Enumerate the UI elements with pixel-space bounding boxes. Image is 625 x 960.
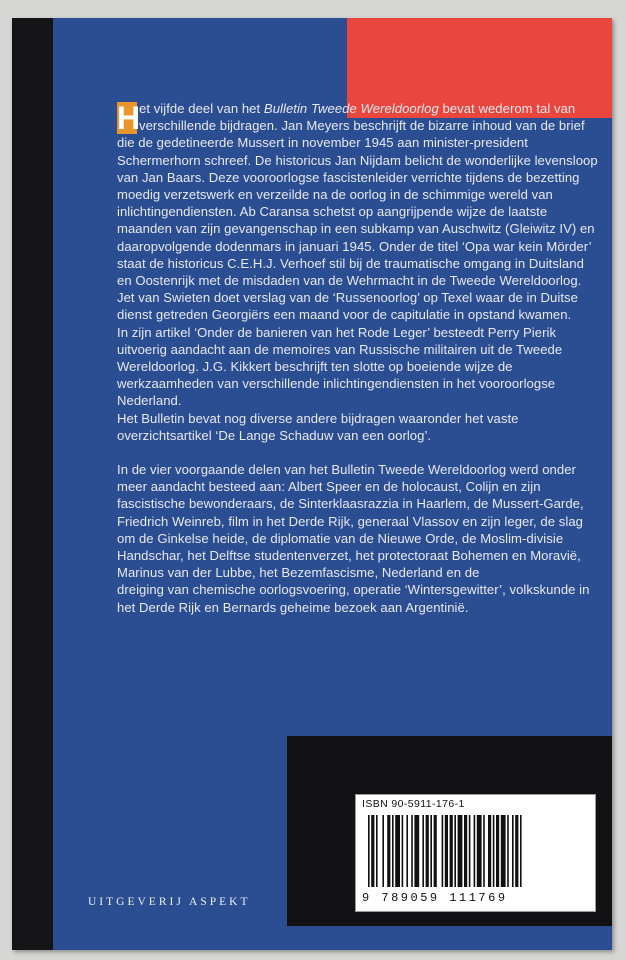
barcode-bars [368,815,586,887]
barcode-bar [445,815,448,887]
barcode-bar [387,815,390,887]
spine-strip [12,18,53,950]
barcode-bar [469,815,471,887]
barcode-bar [464,815,467,887]
blurb-paragraph-3: Het Bulletin bevat nog diverse andere bijdragen waaronder het vaste overzichtsartikel ‘De Lange Schaduw van een oorlog’. [117,410,519,443]
barcode-bar [483,815,485,887]
barcode-bar [430,815,432,887]
barcode-bar [501,815,506,887]
barcode-bar [442,815,444,887]
book-back-cover [12,18,612,950]
blurb-paragraph-1 [117,100,601,324]
blurb-p1-rest: bevat wederom tal van verschillende bijdragen. Jan Meyers beschrijft de bizarre inhoud van de brief die de gedetineerde Mussert in november 1945 aan minister-president Schermerhorn schreef. De historicus Jan Nijdam belicht de wonderlijke levensloop van Jan Baars. Deze vooroorlogse fascistenleider verrichte tijdens de bezetting moedig verzetswerk en verzeilde na de oorlog in de schimmige wereld van inlichtingendiensten. Ab Caransa schetst op aangrijpende wijze de laatste maanden van zijn gevangenschap in een subkamp van Auschwitz (Gleiwitz IV) en daaropvolgende dodenmars in januari 1945. Onder de titel ‘Opa war kein Mörder’ staat de historicus C.E.H.J. Verhoef stil bij de traumatische omgang in Duitsland en Oostenrijk met de misdaden van de Wehrmacht in de Tweede Wereldoorlog. Jet van Swieten doet verslag van de ‘Russenoorlog’ op Texel waar de in Duitse dienst getreden Georgiërs een maand voor de capitulatie in opstand kwamen. [117,101,598,323]
blurb-p1-start: et vijfde deel van het [139,101,264,116]
isbn-label: ISBN 90-5911-176-1 [362,798,465,810]
barcode-bar [434,815,437,887]
barcode-bar [382,815,384,887]
ean-digits: 9 789059 111769 [362,891,508,905]
barcode-bar [392,815,394,887]
bulletin-title: Bulletin Tweede Wereldoorlog [263,101,439,116]
barcode-bar [496,815,499,887]
publisher-name: UITGEVERIJ ASPEKT [88,896,251,908]
barcode-bar [411,815,413,887]
barcode-bar [458,815,463,887]
dropcap: H [117,100,141,136]
barcode-bar [368,815,370,887]
barcode-bar [454,815,456,887]
barcode-bar [520,815,522,887]
barcode-bar [488,815,491,887]
blurb-paragraph-4: In de vier voorgaande delen van het Bulletin Tweede Wereldoorlog werd onder meer aandacht besteed aan: Albert Speer en de holocaust, Colijn en zijn fascistische bewonderaars, de Sinterklaasrazzia in Haarlem, de Mussert-Garde, Friedrich Weinreb, film in het Derde Rijk, generaal Vlassov en zijn leger, de slag om de Ginkelse heide, de diplomatie van de Nieuwe Orde, de Moslim-divisie Handschar, het Delftse studentenverzet, het protectoraat Bohemen en Moravië, Marinus van der Lubbe, het Bezemfascisme, Nederland en de [117,462,584,581]
barcode-bar [474,815,476,887]
barcode-box [355,794,596,912]
barcode-bar [477,815,482,887]
barcode-bar [512,815,514,887]
barcode-bar [395,815,400,887]
blurb-text [117,100,601,616]
barcode-bar [450,815,453,887]
barcode-bar [371,815,374,887]
barcode-bar [414,815,419,887]
blurb-paragraph-2: In zijn artikel ‘Onder de banieren van het Rode Leger’ besteedt Perry Pierik uitvoerig aandacht aan de memoires van Russische militairen uit de Tweede Wereldoorlog. J.G. Kikkert beschrijft ten slotte op boeiende wijze de werkzaamheden van verschillende inlichtingendiensten in het vooroorlogse Nederland. [117,324,563,409]
barcode-bar [507,815,509,887]
barcode-bar [422,815,424,887]
barcode-bar [515,815,518,887]
barcode-bar [376,815,378,887]
barcode-bar [402,815,404,887]
barcode-bar [493,815,495,887]
barcode-bar [426,815,429,887]
blurb-paragraph-5: dreiging van chemische oorlogsvoering, operatie ‘Wintersgewitter’, volkskunde in het Derde Rijk en Bernards geheime bezoek aan Argentinië. [117,582,590,615]
barcode-bar [406,815,408,887]
